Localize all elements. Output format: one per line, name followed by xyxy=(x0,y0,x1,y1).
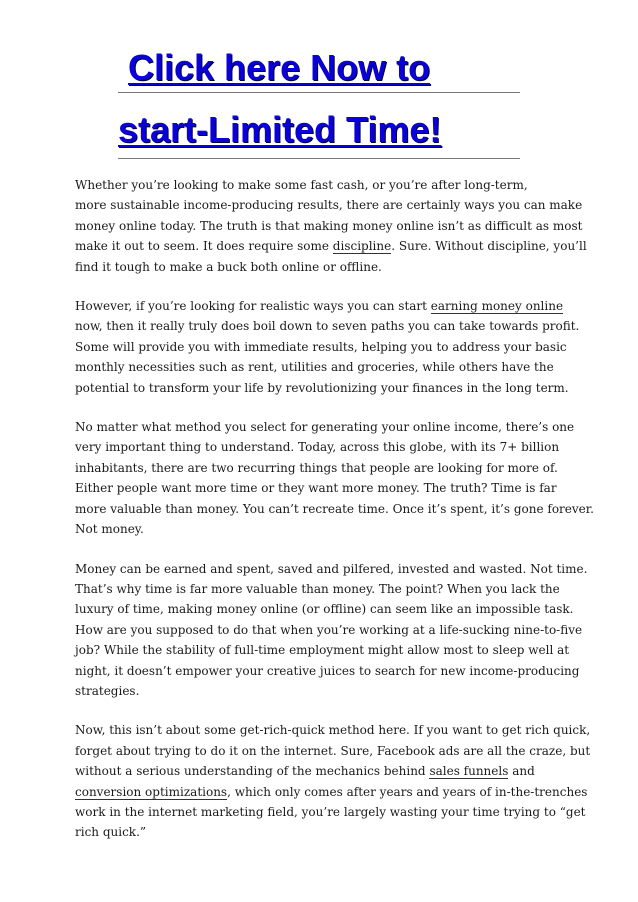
paragraph-5 xyxy=(75,720,591,842)
headline-underline-rule-1 xyxy=(118,92,520,93)
paragraph-line: very important thing to understand. Today, across this globe, with its 7+ billion xyxy=(75,440,560,455)
paragraph-line: job? While the stability of full-time employment might allow most to sleep well at xyxy=(75,643,570,658)
paragraph-line xyxy=(75,236,587,256)
paragraph-line: monthly necessities such as rent, utilities and groceries, while others have the xyxy=(75,360,554,375)
earning-money-online-link[interactable]: earning money online xyxy=(430,299,564,314)
paragraph-line: more valuable than money. You can’t recreate time. Once it’s spent, it’s gone forever. xyxy=(75,501,594,516)
paragraph-line: Not money. xyxy=(75,522,144,537)
headline-underline-rule-2 xyxy=(118,158,520,159)
paragraph-line: potential to transform your life by revolutionizing your finances in the long term. xyxy=(75,380,569,395)
paragraph-2 xyxy=(75,296,580,398)
paragraph-line: luxury of time, making money online (or offline) can seem like an impossible task. xyxy=(75,602,574,617)
conversion-optimizations-link[interactable]: conversion optimizations xyxy=(75,784,228,799)
paragraph-line: Now, this isn’t about some get-rich-quick method here. If you want to get rich quick, xyxy=(75,723,591,738)
headline-link-line2[interactable]: start-Limited Time! xyxy=(118,109,442,150)
paragraph-line: inhabitants, there are two recurring things that people are looking for more of. xyxy=(75,460,558,475)
paragraph-line: more sustainable income-producing results, there are certainly ways you can make xyxy=(75,198,583,213)
paragraph-line: Some will provide you with immediate results, helping you to address your basic xyxy=(75,339,567,354)
paragraph-line: How are you supposed to do that when you’re working at a life-sucking nine-to-five xyxy=(75,622,583,637)
paragraph-line: No matter what method you select for generating your online income, there’s one xyxy=(75,420,575,435)
paragraph-line: Money can be earned and spent, saved and pilfered, invested and wasted. Not time. xyxy=(75,561,588,576)
paragraph-line: find it tough to make a buck both online or offline. xyxy=(75,259,382,274)
article-body xyxy=(75,175,594,862)
paragraph-line: money online today. The truth is that making money online isn’t as difficult as most xyxy=(75,218,583,233)
paragraph-line: now, then it really truly does boil down to seven paths you can take towards profit. xyxy=(75,319,580,334)
paragraph-1 xyxy=(75,175,587,277)
paragraph-4 xyxy=(75,559,588,702)
paragraph-line xyxy=(75,782,588,802)
text-segment: However, if you’re looking for realistic ways you can start xyxy=(75,299,431,314)
text-segment: and xyxy=(508,764,535,779)
text-segment: . Sure. Without discipline, you’ll xyxy=(391,239,587,254)
paragraph-line: forget about trying to do it on the internet. Sure, Facebook ads are all the craze, but xyxy=(75,743,591,758)
sales-funnels-link[interactable]: sales funnels xyxy=(429,764,509,779)
discipline-link[interactable]: discipline xyxy=(332,239,392,254)
paragraph-line xyxy=(75,761,570,781)
paragraph-line: rich quick.” xyxy=(75,825,147,840)
paragraph-line: Whether you’re looking to make some fast cash, or you’re after long-term, xyxy=(75,178,528,192)
text-segment: without a serious understanding of the mechanics behind xyxy=(75,764,430,779)
headline-link-line1[interactable]: Click here Now to xyxy=(128,47,431,88)
text-segment: , which only comes after years and years of in-the-trenches xyxy=(227,784,588,799)
paragraph-line: That’s why time is far more valuable than money. The point? When you lack the xyxy=(75,581,560,596)
paragraph-3 xyxy=(75,417,594,539)
paragraph-line: work in the internet marketing field, you’re largely wasting your time trying to “get xyxy=(75,804,586,819)
paragraph-line: night, it doesn’t empower your creative juices to search for new income-producing xyxy=(75,663,580,678)
paragraph-line: Either people want more time or they want more money. The truth? Time is far xyxy=(75,481,557,496)
text-segment: make it out to seem. It does require some xyxy=(75,239,333,254)
paragraph-line: strategies. xyxy=(75,683,140,698)
paragraph-line xyxy=(75,296,570,316)
